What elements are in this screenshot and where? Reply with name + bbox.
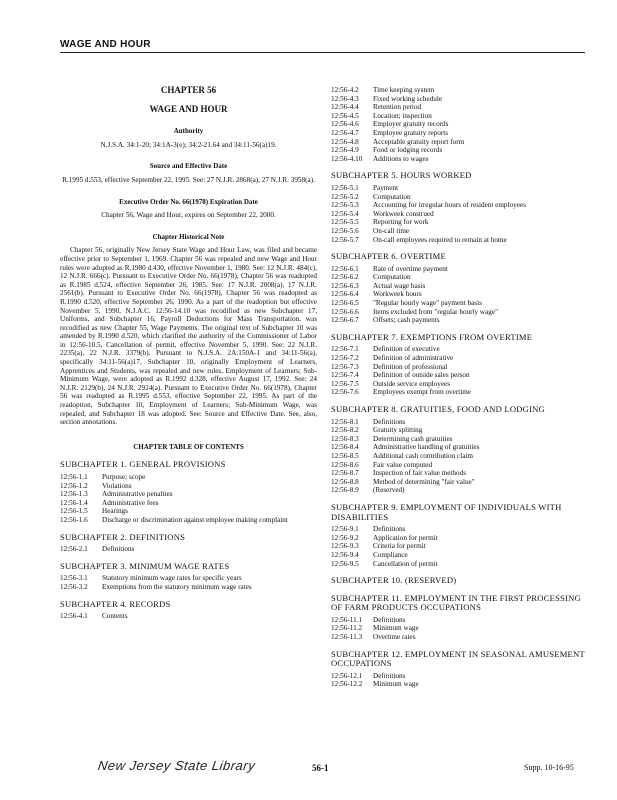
toc-section [331,426,589,435]
section-number: 12:56-8.8 [331,477,359,486]
subchapter-heading: SUBCHAPTER 1. GENERAL PROVISIONS [60,459,226,470]
section-title: Definitions [373,417,406,426]
section-title: On-call time [373,226,410,235]
subchapter-block [331,503,589,568]
toc-section [60,490,317,499]
toc-section [331,461,589,470]
toc-section [331,299,589,308]
section-number: 12:56-4.4 [331,103,359,112]
running-head: WAGE AND HOUR [60,39,151,50]
section-number: 12:56-9.1 [331,525,359,534]
section-title: Additional cash contribution claim [373,451,474,460]
page-number: 56-1 [312,763,329,773]
toc-section [331,155,589,164]
section-title: Cancellation of permit [373,559,438,568]
toc-section [60,574,317,583]
toc-section [331,551,589,560]
source-text: R.1995 d.553, effective September 22, 1995. See: 27 N.J.R. 2868(a), 27 N.J.R. 3958(a). [62,175,315,184]
section-number: 12:56-4.1 [60,612,88,621]
subchapter-block [60,600,317,621]
section-title: Fair value computed [373,460,433,469]
toc-section [331,534,589,543]
section-number: 12:56-8.4 [331,443,359,452]
toc-section [60,499,317,508]
section-title: Discharge or discrimination against employee making complaint [102,515,288,524]
toc-section [331,388,589,397]
toc-section [331,542,589,551]
toc-section [331,227,589,236]
toc-section [60,545,317,554]
toc-section [331,452,589,461]
section-title: Location; inspection [373,111,432,120]
toc-section [331,210,589,219]
section-number: 12:56-7.4 [331,371,359,380]
section-number: 12:56-4.2 [331,86,359,94]
section-title: Definitions [373,615,406,624]
section-number: 12:56-1.2 [60,481,88,490]
section-number: 12:56-12.1 [331,671,363,680]
toc-section [331,560,589,569]
section-title: Minimum wage [373,680,419,689]
section-title: Definition of professional [373,362,448,371]
section-title: Definition of administrative [373,354,454,363]
toc-section [331,672,589,681]
section-title: On-call employees required to remain at home [373,235,507,244]
section-title: Computation [373,192,411,201]
toc-section [331,469,589,478]
toc-section [331,184,589,193]
section-title: Rate of overtime payment [373,264,448,273]
subchapter-heading: SUBCHAPTER 7. EXEMPTIONS FROM OVERTIME [331,331,533,342]
section-number: 12:56-11.3 [331,633,363,642]
toc-section [331,363,589,372]
section-title: Administrative penalties [102,490,173,499]
header-rule [60,52,585,53]
toc-section [331,265,589,274]
authority-text: N.J.S.A. 34:1-20; 34:1A-3(e); 34:2-21.64 and 34:11-56(a)19. [100,140,277,149]
section-number: 12:56-4.9 [331,146,359,155]
section-number: 12:56-4.7 [331,128,359,137]
section-title: Actual wage basis [373,281,426,290]
section-title: Definitions [373,671,406,680]
section-number: 12:56-6.6 [331,307,359,316]
toc-section [331,380,589,389]
section-title: Employee gratuity reports [373,128,449,137]
toc-section [60,473,317,482]
supplement-date: Supp. 10-16-95 [524,763,574,772]
section-title: Determining cash gratuities [373,434,453,443]
toc-section [331,680,589,689]
toc-section [60,516,317,525]
section-number: 12:56-5.7 [331,235,359,244]
section-title: Hearings [102,507,128,516]
section-number: 12:56-3.2 [60,582,88,591]
section-title: Workweek hours [373,290,422,299]
subchapter-heading: SUBCHAPTER 4. RECORDS [60,598,171,609]
section-title: Reporting for work [373,218,429,227]
section-title: Violations [102,481,132,490]
toc-section [60,507,317,516]
toc-section [331,308,589,317]
toc-section [331,95,589,104]
source-heading: Source and Effective Date [149,162,228,171]
section-title: Statutory minimum wage rates for specific years [102,574,242,583]
section-title: Compliance [373,550,408,559]
section-title: "Regular hourly wage" payment basis [373,299,482,308]
section-number: 12:56-5.2 [331,192,359,201]
section-title: Acceptable gratuity report form [373,137,465,146]
toc-title: CHAPTER TABLE OF CONTENTS [133,442,244,451]
section-number: 12:56-1.3 [60,490,88,499]
section-number: 12:56-8.7 [331,469,359,478]
section-number: 12:56-9.2 [331,533,359,542]
section-title: Workweek construed [373,209,434,218]
section-number: 12:56-5.3 [331,201,359,210]
toc-section [331,129,589,138]
history-text: Chapter 56, originally New Jersey State Wage and Hour Law, was filed and became effective prior to September 1, 1969. Chapter 56 was repealed and new Wage and Hour rules were adopted as R.1980 d.430, effective November 1, 1980. See: 12 N.J.R. 484(c), 12 N.J.R. 666(c). Pursuant to Executive Order No. 66(1978), Chapter 56 was readopted as R.1985 d.524, effective September 26, 1985. See: 17 N.J.R. 2008(a), 17 N.J.R. 2561(b). Pursuant to Executive Order No. 66(1978), Chapter 56 was readopted as R.1990 d.520, effective September 26, 1990. As a part of the readoption but effective November 5, 1990, N.J.A.C. 12:56-14.10 was recodified as new Subchapter 17, Uniforms, and Subchapter 16, Payroll Deductions for Mass Transportation, was recodified as new Chapter 55, Wage Payments. The original text of Subchapter 10 was amended by R.1990 d.520, which clarified the authority of the Commissioner of Labor in 12:56-10.5, Cancellation of permit, effective November 5, 1990. See: 22 N.J.R. 2235(a), 22 N.J.R. 3379(b). Pursuant to N.J.S.A. 2A:150A-1 and 34:11-56(a), specifically 34:11-56(a)17, Subchapter 10, originally Employment of Learners, Apprentices and Students, was repealed and new rules, Employment of Learners; Sub-Minimum Wage, were adopted as R.1992 d.328, effective August 17, 1992. See: 24 N.J.R. 2129(b), 24 N.J.R. 2924(a). Pursuant to Executive Order No. 66(1978), Chapter 56 was readopted as R.1995 d.553, effective September 22, 1995. As part of the readoption, Subchapter 10, Employment of Learners; Sub-Minimum Wage, was repealed, and Subchapter 18 was adopted. See: Source and Effective Date. See, also, section annotations. [60,246,317,427]
toc-section [331,193,589,202]
toc-section [331,290,589,299]
subchapter-heading: SUBCHAPTER 5. HOURS WORKED [331,170,472,181]
toc-section [60,482,317,491]
section-title: Administrative handling of gratuities [373,443,480,452]
section-number: 12:56-6.5 [331,299,359,308]
section-number: 12:56-8.9 [331,486,359,495]
section-number: 12:56-6.3 [331,281,359,290]
section-number: 12:56-9.5 [331,559,359,568]
section-title: Method of determining "fair value" [373,477,475,486]
library-stamp-logo: New Jersey State Library [96,758,257,773]
toc-section [331,486,589,495]
section-number: 12:56-4.10 [331,154,363,163]
section-title: Fixed working schedule [373,94,443,103]
subchapter-heading: SUBCHAPTER 11. EMPLOYMENT IN THE FIRST PROCESSING OF FARM PRODUCTS OCCUPATIONS [331,592,581,613]
toc-section [331,624,589,633]
section-number: 12:56-1.4 [60,498,88,507]
toc-section [331,236,589,245]
section-title: Definitions [102,545,135,554]
section-title: Payment [373,183,399,192]
subchapter-block [331,333,589,397]
subchapter-block [331,650,589,689]
subchapter-block [331,171,589,244]
section-title: Time keeping system [373,86,435,94]
section-number: 12:56-9.4 [331,550,359,559]
section-number: 12:56-5.5 [331,218,359,227]
toc-section [331,201,589,210]
section-number: 12:56-5.1 [331,183,359,192]
section-number: 12:56-6.1 [331,264,359,273]
toc-section [331,478,589,487]
toc-section [331,435,589,444]
section-title: Criteria for permit [373,542,426,551]
toc-section [331,525,589,534]
subchapter-heading: SUBCHAPTER 9. EMPLOYMENT OF INDIVIDUALS WITH DISABILITIES [331,501,562,522]
toc-section [331,218,589,227]
section-title: Definition of outside sales person [373,371,470,380]
toc-section [331,86,589,95]
section-title: Food or lodging records [373,146,443,155]
toc-section [331,418,589,427]
section-number: 12:56-7.1 [331,345,359,354]
section-number: 12:56-5.6 [331,226,359,235]
section-title: Computation [373,273,411,282]
section-number: 12:56-7.6 [331,388,359,397]
toc-section [331,316,589,325]
section-number: 12:56-9.3 [331,542,359,551]
subchapter-heading: SUBCHAPTER 10. (RESERVED) [331,575,457,586]
section-title: Employer gratuity records [373,120,449,129]
section-title: Items excluded from "regular hourly wage" [373,307,499,316]
section-title: Inspection of fair value methods [373,469,467,478]
section-number: 12:56-8.1 [331,417,359,426]
section-number: 12:56-2.1 [60,545,88,554]
toc-section [331,443,589,452]
right-toc [331,171,589,689]
section-number: 12:56-7.5 [331,379,359,388]
toc-section [331,138,589,147]
section-title: Exemptions from the statutory minimum wage rates [102,582,252,591]
subchapter-block [60,460,317,524]
toc-section [331,371,589,380]
section-number: 12:56-4.6 [331,120,359,129]
right-column [331,86,589,697]
history-heading: Chapter Historical Note [152,232,225,241]
subchapter-heading: SUBCHAPTER 3. MINIMUM WAGE RATES [60,560,230,571]
section-title: Application for permit [373,533,438,542]
left-toc [60,460,317,620]
subchapter-block [331,594,589,642]
section-number: 12:56-3.1 [60,574,88,583]
section-number: 12:56-6.4 [331,290,359,299]
chapter-number: CHAPTER 56 [160,85,217,95]
subchapter-block [60,533,317,554]
section-number: 12:56-12.2 [331,680,363,689]
section-title: Definitions [373,525,406,534]
exec-order-text: Chapter 56, Wage and Hour, expires on September 22, 2000. [101,211,276,220]
section-number: 12:56-4.3 [331,94,359,103]
toc-section [331,103,589,112]
section-number: 12:56-1.6 [60,515,88,524]
section-title: Overtime rates [373,633,416,642]
section-number: 12:56-8.6 [331,460,359,469]
section-number: 12:56-11.2 [331,624,363,633]
subchapter-block [60,562,317,592]
exec-order-heading: Executive Order No. 66(1978) Expiration Date [119,197,258,206]
subchapter-block [331,252,589,325]
section-number: 12:56-8.5 [331,451,359,460]
section-title: Employees exempt from overtime [373,388,471,397]
section-number: 12:56-4.8 [331,137,359,146]
section-title: Accounting for irregular hours of resident employees [373,201,526,210]
right-continued-sections [331,86,589,163]
toc-section [331,120,589,129]
subchapter-block [331,405,589,495]
section-number: 12:56-1.5 [60,507,88,516]
section-number: 12:56-7.3 [331,362,359,371]
section-title: Outside service employees [373,379,451,388]
section-title: Offsets; cash payments [373,316,440,325]
section-title: Additions to wages [373,154,429,163]
section-title: Retention period [373,103,422,112]
section-title: Purpose; scope [102,473,146,481]
section-title: (Reserved) [373,486,405,495]
toc-section [331,345,589,354]
toc-section [331,146,589,155]
subchapter-heading: SUBCHAPTER 6. OVERTIME [331,251,446,262]
chapter-title: WAGE AND HOUR [149,103,228,114]
section-number: 12:56-11.1 [331,615,363,624]
section-number: 12:56-4.5 [331,111,359,120]
subchapter-heading: SUBCHAPTER 2. DEFINITIONS [60,531,186,542]
subchapter-heading: SUBCHAPTER 12. EMPLOYMENT IN SEASONAL AMUSEMENT OCCUPATIONS [331,648,585,669]
toc-section [60,612,317,621]
section-number: 12:56-8.2 [331,426,359,435]
authority-heading: Authority [173,127,204,136]
subchapter-heading: SUBCHAPTER 8. GRATUITIES, FOOD AND LODGING [331,404,545,414]
toc-section [331,354,589,363]
left-column [60,86,317,629]
section-number: 12:56-1.1 [60,473,88,481]
toc-section [331,112,589,121]
section-number: 12:56-6.7 [331,316,359,325]
section-number: 12:56-6.2 [331,273,359,282]
toc-section [331,273,589,282]
section-title: Gratuity splitting [373,426,423,435]
section-number: 12:56-8.3 [331,434,359,443]
toc-section [331,616,589,625]
subchapter-block [331,576,589,586]
section-number: 12:56-5.4 [331,209,359,218]
toc-section [331,633,589,642]
section-title: Contents [102,612,128,621]
section-title: Minimum wage [373,624,419,633]
toc-section [60,583,317,592]
section-number: 12:56-7.2 [331,354,359,363]
toc-section [331,282,589,291]
section-title: Definition of executive [373,345,440,354]
section-title: Administrative fees [102,498,159,507]
